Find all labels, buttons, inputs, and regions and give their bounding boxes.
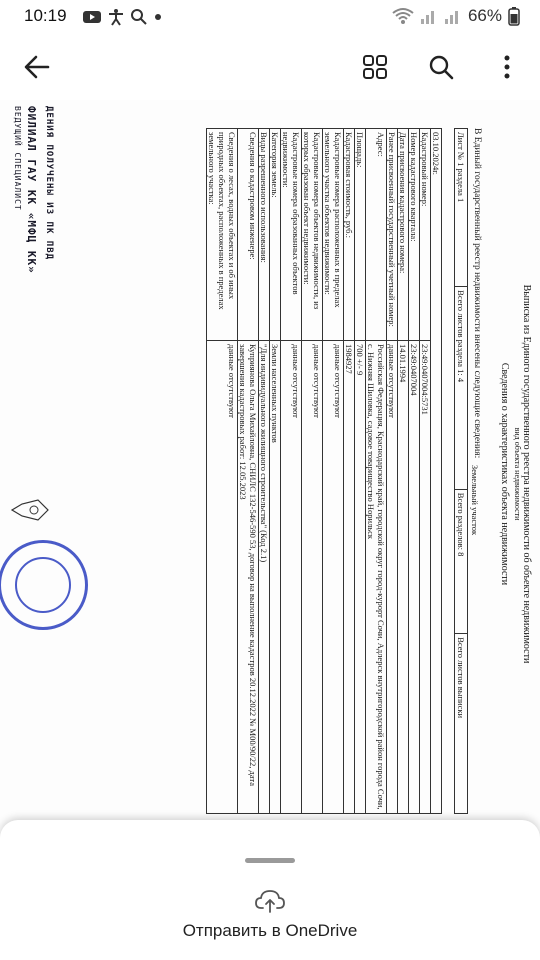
row-label: Дата присвоения кадастрового номера:	[398, 129, 409, 341]
sheet-info-table	[454, 128, 468, 814]
signal-icon	[444, 7, 462, 25]
grid-icon	[362, 54, 388, 80]
search-button[interactable]	[424, 50, 458, 84]
document-subtitle: Сведения о характеристиках объекта недвижимости	[499, 362, 510, 586]
search-icon	[130, 8, 148, 26]
table-row	[323, 129, 344, 814]
row-value: данные отсутствуют	[323, 341, 344, 814]
table-row	[398, 129, 409, 814]
wifi-icon	[392, 7, 414, 25]
battery-level: 66%	[467, 6, 502, 25]
accessibility-icon	[108, 8, 124, 26]
signature-line: ДЕНИЯ ПОЛУЧЕНЫ ИЗ ПК ПВД	[44, 106, 54, 261]
emblem-icon	[8, 490, 52, 530]
search-icon	[428, 54, 454, 80]
row-label: Кадастровый номер:	[420, 129, 431, 341]
app-bar	[0, 34, 540, 100]
table-row	[259, 129, 270, 814]
row-label: Ранее присвоенный государственный учетный номер:	[387, 129, 398, 341]
document-title: Выписка из Единого государственного реестра недвижимости об объекте недвижимости	[521, 284, 532, 664]
youtube-icon	[82, 9, 102, 25]
status-bar	[0, 0, 540, 34]
more-options-button[interactable]	[490, 50, 524, 84]
row-label: Кадастровые номера объектов недвижимости, из которых образован объект недвижимости:	[302, 129, 323, 341]
row-label: Сведения о кадастровом инженере:	[238, 129, 259, 341]
document-date: 03.10.2024г.	[431, 129, 442, 814]
grid-view-button[interactable]	[358, 50, 392, 84]
row-label: Кадастровые номера расположенных в пределах земельного участка объектов недвижимости:	[323, 129, 344, 341]
document-intro: В Единый государственный реестр недвижимости внесены следующие сведения:	[472, 128, 482, 459]
status-icons-right	[392, 6, 520, 26]
row-value: данные отсутствуют	[387, 341, 398, 814]
row-value: данные отсутствуют	[281, 341, 302, 814]
back-button[interactable]	[20, 50, 54, 84]
sheet-number: Лист № 1 раздела 1	[455, 129, 468, 287]
row-label: Категория земель:	[270, 129, 281, 341]
table-row	[366, 129, 387, 814]
table-row	[409, 129, 420, 814]
status-time: 10:19	[24, 6, 67, 25]
row-value: Земли населенных пунктов	[270, 341, 281, 814]
row-label: Виды разрешенного использования:	[259, 129, 270, 341]
onedrive-send-button[interactable]: Отправить в OneDrive	[182, 921, 358, 940]
signature-area	[0, 100, 58, 848]
table-row	[281, 129, 302, 814]
table-row	[420, 129, 431, 814]
object-kind: Земельный участок	[470, 464, 480, 536]
signature-line: ФИЛИАЛ ГАУ КК «МФЦ КК»	[25, 106, 38, 274]
row-label: Кадастровая стоимость, руб.:	[344, 129, 355, 341]
table-row	[387, 129, 398, 814]
sheets-total: Всего листов выписки	[455, 634, 468, 814]
document-page	[0, 100, 540, 848]
table-row	[207, 129, 238, 814]
row-value: 23:49:0407004	[409, 341, 420, 814]
status-icons-left	[82, 8, 162, 26]
row-label: Адрес:	[366, 129, 387, 341]
table-row	[270, 129, 281, 814]
row-label: Номер кадастрового квартала:	[409, 129, 420, 341]
row-label: Площадь:	[355, 129, 366, 341]
row-value: 23:49:0407004:5731	[420, 341, 431, 814]
sheets-in-section: Всего листов раздела 1: 4	[455, 287, 468, 490]
row-value: данные отсутствуют	[207, 341, 238, 814]
row-value: Куприянова Ольга Михайловна, СНИЛС 132-546-590 53, договор на выполнение кадастров 20.12.2022 № М00/90/22, дата завершения кадастровых работ: 12.05.2023	[238, 341, 259, 814]
battery-icon	[508, 6, 520, 26]
row-value: 700 +/- 9	[355, 341, 366, 814]
table-row	[355, 129, 366, 814]
signal-icon	[420, 7, 438, 25]
row-value: 1984927	[344, 341, 355, 814]
sheet-drag-handle[interactable]	[245, 858, 295, 863]
sections-total: Всего разделов: 8	[455, 489, 468, 633]
table-row	[238, 129, 259, 814]
seal-stamp	[0, 540, 88, 630]
row-label: Кадастровые номера образованных объектов недвижимости:	[281, 129, 302, 341]
row-value: данные отсутствуют	[302, 341, 323, 814]
signature-line: ВЕДУЩИЙ СПЕЦИАЛИСТ	[13, 106, 22, 211]
row-value: 14.01.1994	[398, 341, 409, 814]
more-vertical-icon	[503, 54, 511, 80]
cadastral-table	[206, 128, 442, 814]
object-kind-caption: вид объекта недвижимости	[513, 427, 522, 521]
table-row	[344, 129, 355, 814]
arrow-left-icon	[24, 54, 50, 80]
table-row	[302, 129, 323, 814]
row-value: Российская Федерация, Краснодарский край, городской округ город-курорт Сочи, Адлерск внутригородской район города Сочи, с. Нижняя Шиловка, садовое товарищество Норильск	[366, 341, 387, 814]
cloud-upload-icon[interactable]	[255, 888, 285, 914]
document-preview[interactable]	[0, 100, 540, 848]
seal-inner-ring	[15, 557, 71, 613]
row-value: "Для индивидуального жилищного строительства" (Код 2.1)	[259, 341, 270, 814]
dot-icon	[154, 13, 162, 21]
row-label: Сведения о лесах, водных объектах и об иных природных объектах, расположенных в пределах земельного участка:	[207, 129, 238, 341]
